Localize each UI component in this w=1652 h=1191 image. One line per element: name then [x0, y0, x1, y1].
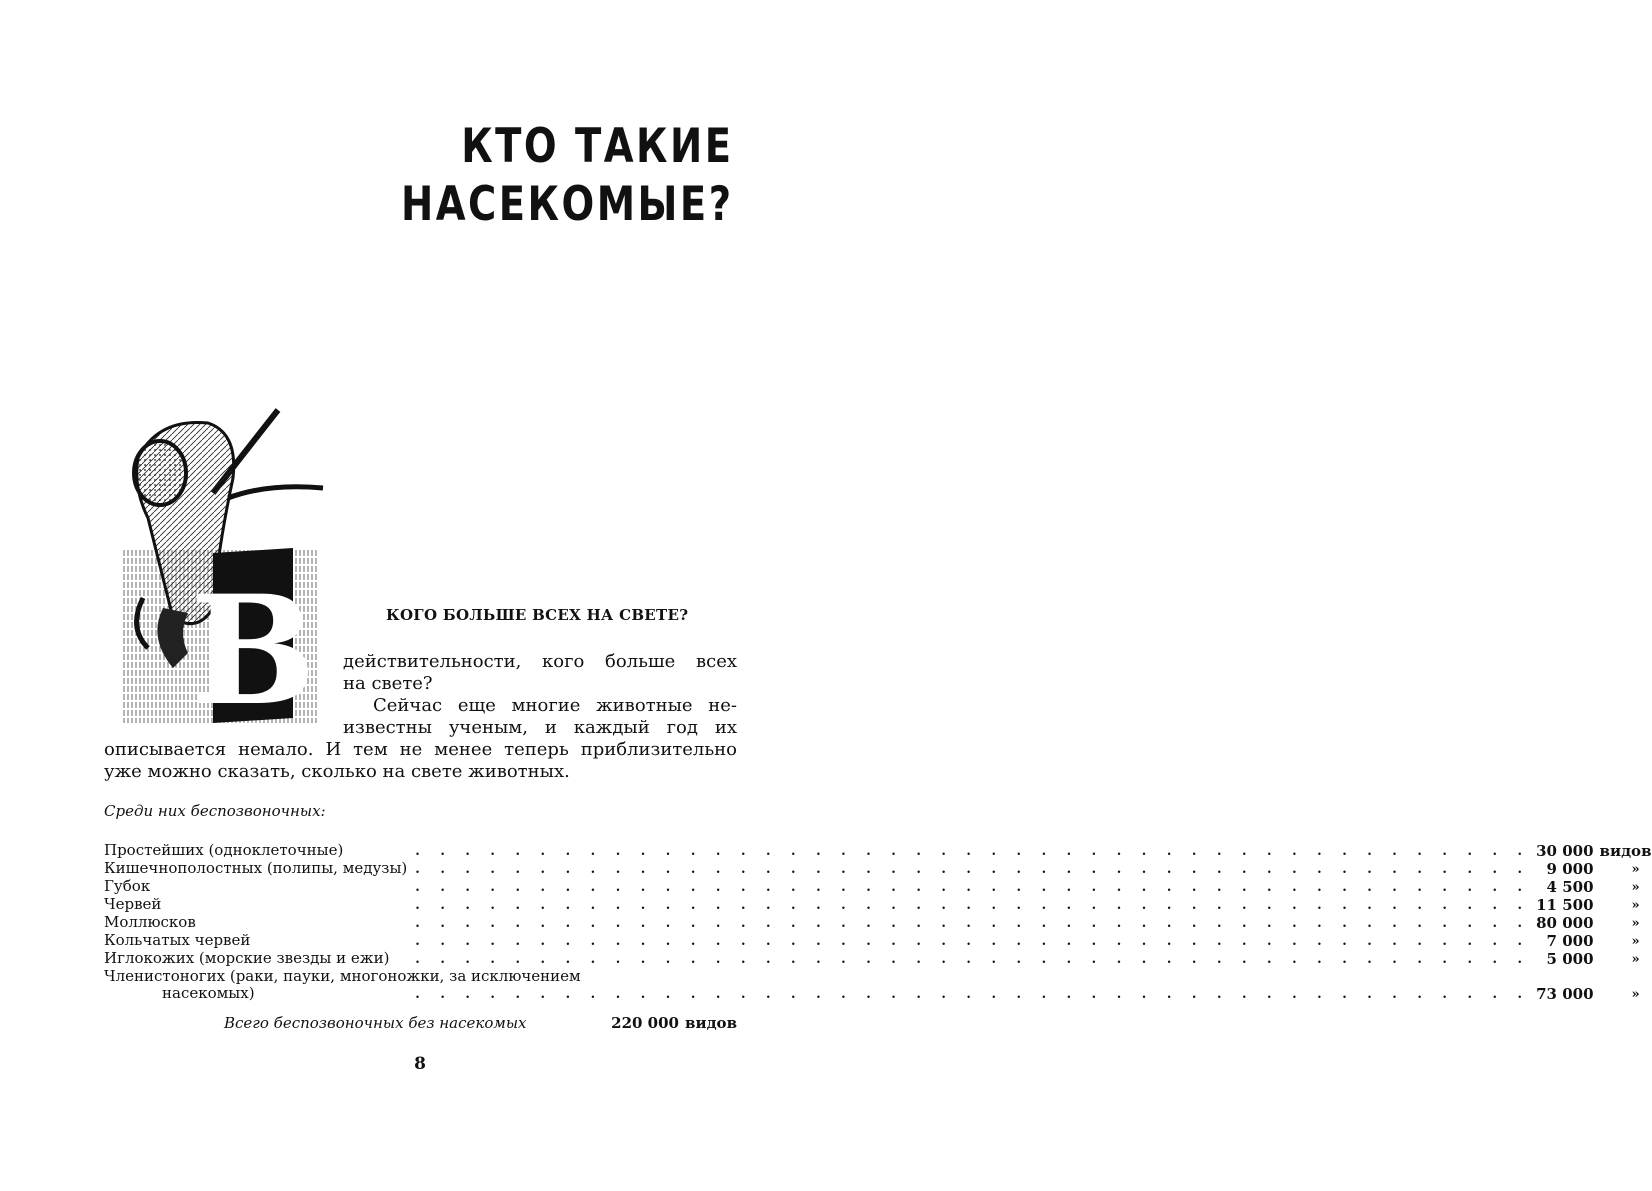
section-heading: КОГО БОЛЬШЕ ВСЕХ НА СВЕТЕ?	[386, 606, 689, 624]
species-count: 30 000	[1536, 842, 1594, 860]
table-row	[104, 985, 1652, 1003]
species-unit: »	[1631, 862, 1640, 877]
species-name: Кольчатых червей	[104, 931, 251, 949]
grasshopper-head-icon	[118, 398, 333, 739]
leader-dots: . . . . . . . . . . . . . . . . . . . . . . . . . . . . . . . . . . . . . . . . . . . . .	[415, 916, 1531, 931]
table-row	[104, 968, 1652, 985]
species-count: 5 000	[1546, 950, 1594, 968]
species-name: Кишечнополостных (полипы, медузы)	[104, 859, 408, 877]
species-unit: »	[1631, 898, 1640, 913]
table-row	[104, 842, 1652, 860]
leader-dots: . . . . . . . . . . . . . . . . . . . . . . . . . . . . . . . . . . . . . . . . . . . . .	[415, 934, 1531, 949]
species-table	[104, 842, 1652, 1003]
paragraph-line: описывается немало. И тем не менее теперь приблизительно	[104, 739, 737, 760]
leader-dots: . . . . . . . . . . . . . . . . . . . . . . . . . . . . . . . . . . . . . . . . . . . . .	[415, 862, 1531, 877]
species-name: насекомых)	[162, 984, 255, 1002]
species-name: Простейших (одноклеточные)	[104, 841, 344, 859]
species-unit: »	[1631, 952, 1640, 967]
drop-cap-letter: В	[189, 563, 317, 739]
leader-dots: . . . . . . . . . . . . . . . . . . . . . . . . . . . . . . . . . . . . . . . . . . . . .	[415, 844, 1531, 859]
species-name: Членистоногих (раки, пауки, многоножки, за исключением	[104, 967, 581, 985]
total-count: 220 000	[611, 1014, 679, 1032]
chapter-title-line-2: НАСЕКОМЫЕ?	[401, 177, 734, 232]
table-row	[104, 914, 1652, 932]
species-name: Губок	[104, 877, 151, 895]
leader-dots: . . . . . . . . . . . . . . . . . . . . . . . . . . . . . . . . . . . . . . . . . . . . .	[415, 952, 1531, 967]
page-number: 8	[414, 1054, 426, 1074]
species-count: 73 000	[1536, 985, 1594, 1003]
table-row	[104, 932, 1652, 950]
species-name: Червей	[104, 895, 162, 913]
paragraph-line: известны ученым, и каждый год их	[343, 717, 737, 738]
chapter-title	[401, 118, 734, 234]
species-unit: видов	[1599, 842, 1652, 860]
table-row	[104, 896, 1652, 914]
leader-dots: . . . . . . . . . . . . . . . . . . . . . . . . . . . . . . . . . . . . . . . . . . . . .	[415, 987, 1531, 1002]
species-unit: »	[1631, 880, 1640, 895]
table-row	[104, 860, 1652, 878]
species-count: 7 000	[1546, 932, 1594, 950]
leader-dots: . . . . . . . . . . . . . . . . . . . . . . . . . . . . . . . . . . . . . . . . . . . . .	[415, 880, 1531, 895]
paragraph-line: уже можно сказать, сколько на свете животных.	[104, 761, 570, 782]
table-intro: Среди них беспозвоночных:	[104, 802, 326, 820]
paragraph-line: действительности, кого больше всех	[343, 651, 737, 672]
species-name: Моллюсков	[104, 913, 196, 931]
chapter-title-line-1: КТО ТАКИЕ	[461, 119, 734, 174]
ditto-mark: »	[1631, 987, 1640, 1002]
leader-dots: . . . . . . . . . . . . . . . . . . . . . . . . . . . . . . . . . . . . . . . . . . . . .	[415, 898, 1531, 913]
species-unit: »	[1631, 916, 1640, 931]
paragraph-line: Сейчас еще многие животные не-	[373, 695, 737, 716]
species-count: 80 000	[1536, 914, 1594, 932]
paragraph-line: на свете?	[343, 673, 433, 694]
table-row	[104, 950, 1652, 968]
total-unit: видов	[685, 1014, 737, 1032]
species-count: 4 500	[1546, 878, 1594, 896]
species-count: 9 000	[1546, 860, 1594, 878]
species-unit: »	[1631, 934, 1640, 949]
table-row	[104, 878, 1652, 896]
species-name: Иглокожих (морские звезды и ежи)	[104, 949, 390, 967]
total-label: Всего беспозвоночных без насекомых	[224, 1014, 527, 1032]
species-count: 11 500	[1536, 896, 1594, 914]
